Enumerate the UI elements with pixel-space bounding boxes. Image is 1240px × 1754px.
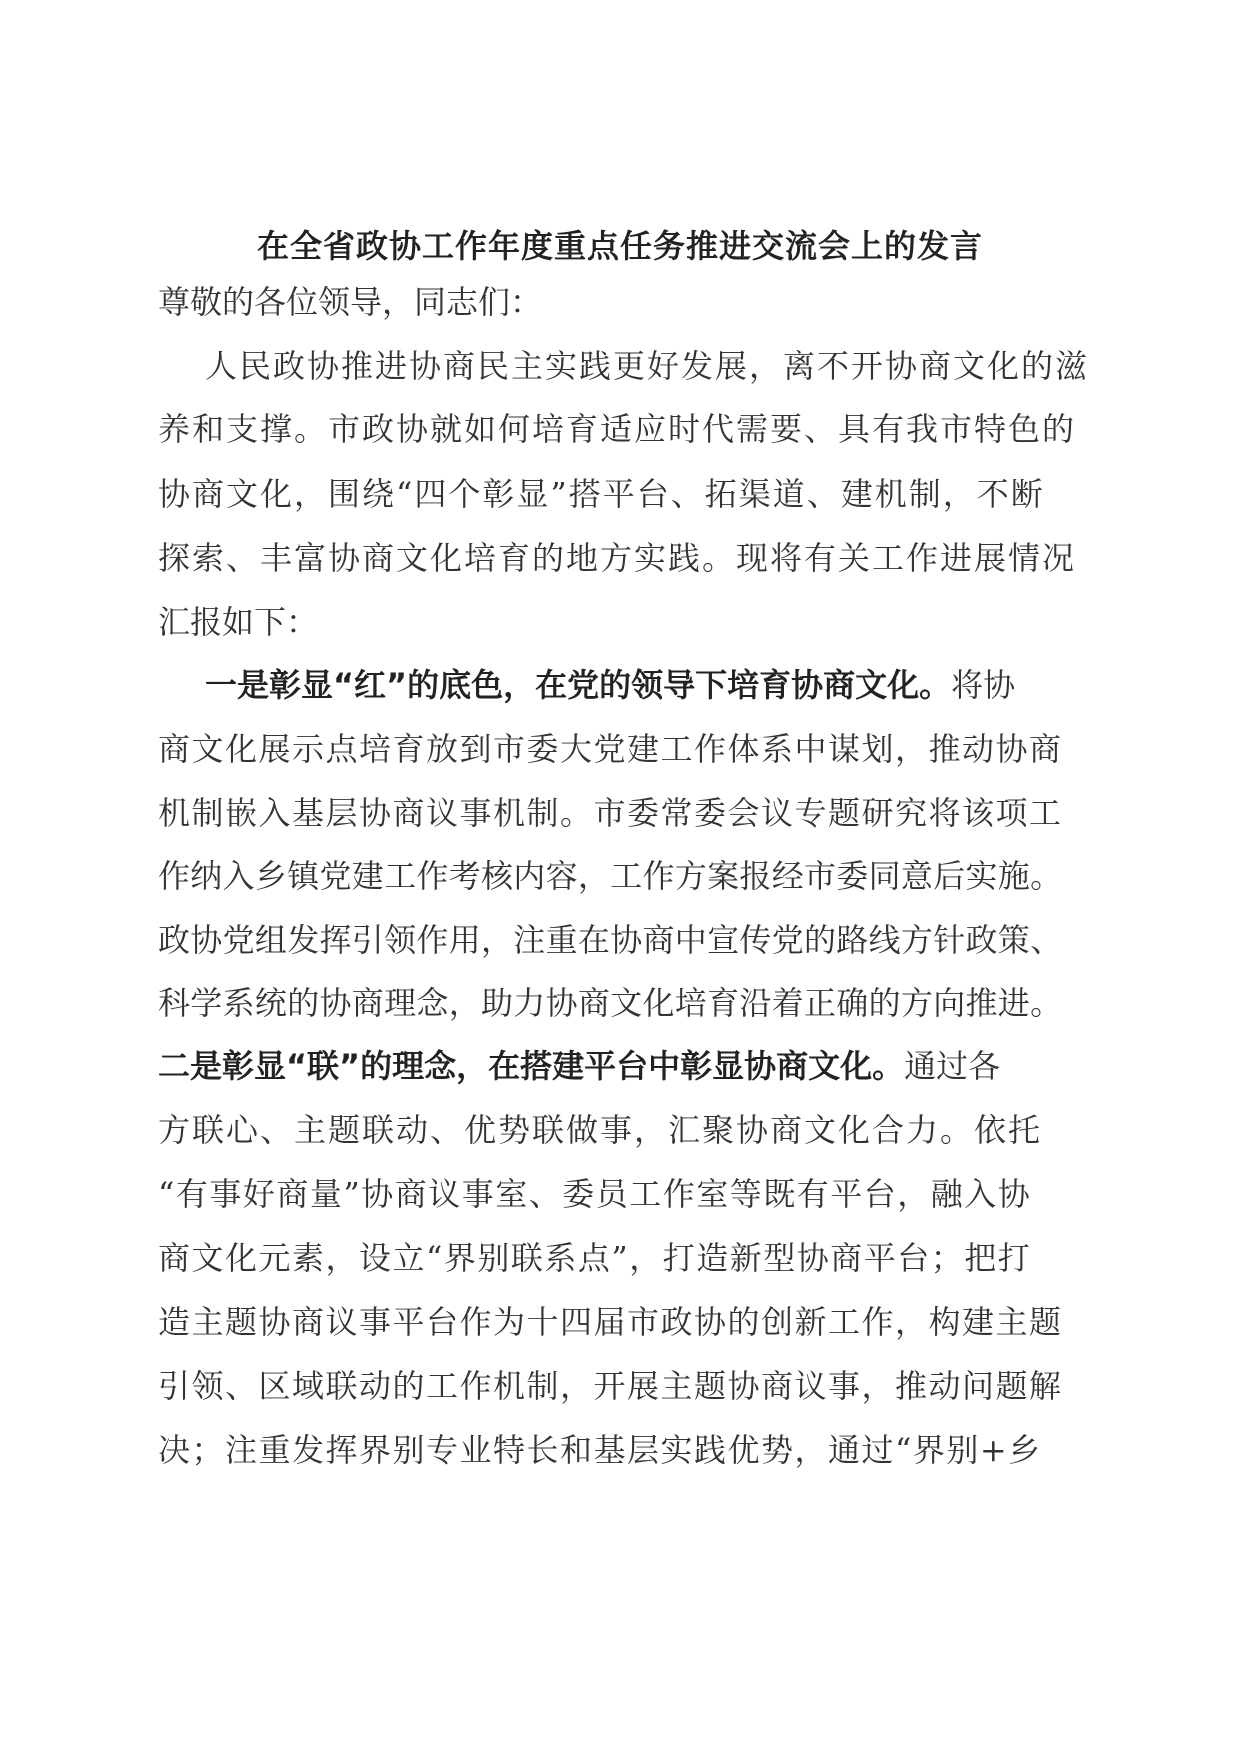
- paragraph-line: 养和支撑。市政协就如何培育适应时代需要、具有我市特色的: [158, 410, 1077, 448]
- document-title: 在全省政协工作年度重点任务推进交流会上的发言: [256, 227, 983, 265]
- paragraph-line: 方联心、主题联动、优势联做事，汇聚协商文化合力。依托: [158, 1111, 1043, 1149]
- paragraph-line-with-heading: [158, 1042, 1000, 1090]
- paragraph-line: 商文化展示点培育放到市委大党建工作体系中谋划，推动协商: [158, 730, 1063, 768]
- paragraph-line: “有事好商量”协商议事室、委员工作室等既有平台，融入协: [158, 1175, 1032, 1213]
- paragraph-line: 引领、区域联动的工作机制，开展主题协商议事，推动问题解: [158, 1367, 1063, 1405]
- paragraph-line: 汇报如下：: [158, 603, 319, 641]
- paragraph-line: 探索、丰富协商文化培育的地方实践。现将有关工作进展情况: [158, 539, 1077, 577]
- paragraph-line: 科学系统的协商理念，助力协商文化培育沿着正确的方向推进。: [158, 984, 1063, 1022]
- paragraph-line: 商文化元素，设立“界别联系点”，打造新型协商平台；把打: [158, 1239, 1032, 1277]
- paragraph-line: 人民政协推进协商民主实践更好发展，离不开协商文化的滋: [205, 347, 1090, 385]
- paragraph-line-with-heading: [205, 661, 1015, 709]
- paragraph-line: 协商文化，围绕“四个彰显”搭平台、拓渠道、建机制，不断: [158, 475, 1045, 513]
- paragraph-line: 机制嵌入基层协商议事机制。市委常委会议专题研究将该项工: [158, 794, 1063, 832]
- paragraph-text: 通过各: [904, 1047, 1001, 1085]
- paragraph-text: 将协: [951, 666, 1016, 704]
- section-heading: 一是彰显“红”的底色，在党的领导下培育协商文化。: [205, 666, 952, 704]
- paragraph-line: 政协党组发挥引领作用，注重在协商中宣传党的路线方针政策、: [158, 921, 1063, 959]
- salutation: 尊敬的各位领导，同志们：: [158, 283, 543, 321]
- paragraph-line: 造主题协商议事平台作为十四届市政协的创新工作，构建主题: [158, 1303, 1063, 1341]
- section-heading: 二是彰显“联”的理念，在搭建平台中彰显协商文化。: [158, 1047, 905, 1085]
- paragraph-line: 决；注重发挥界别专业特长和基层实践优势，通过“界别+乡: [158, 1431, 1042, 1469]
- paragraph-line: 作纳入乡镇党建工作考核内容，工作方案报经市委同意后实施。: [158, 857, 1063, 895]
